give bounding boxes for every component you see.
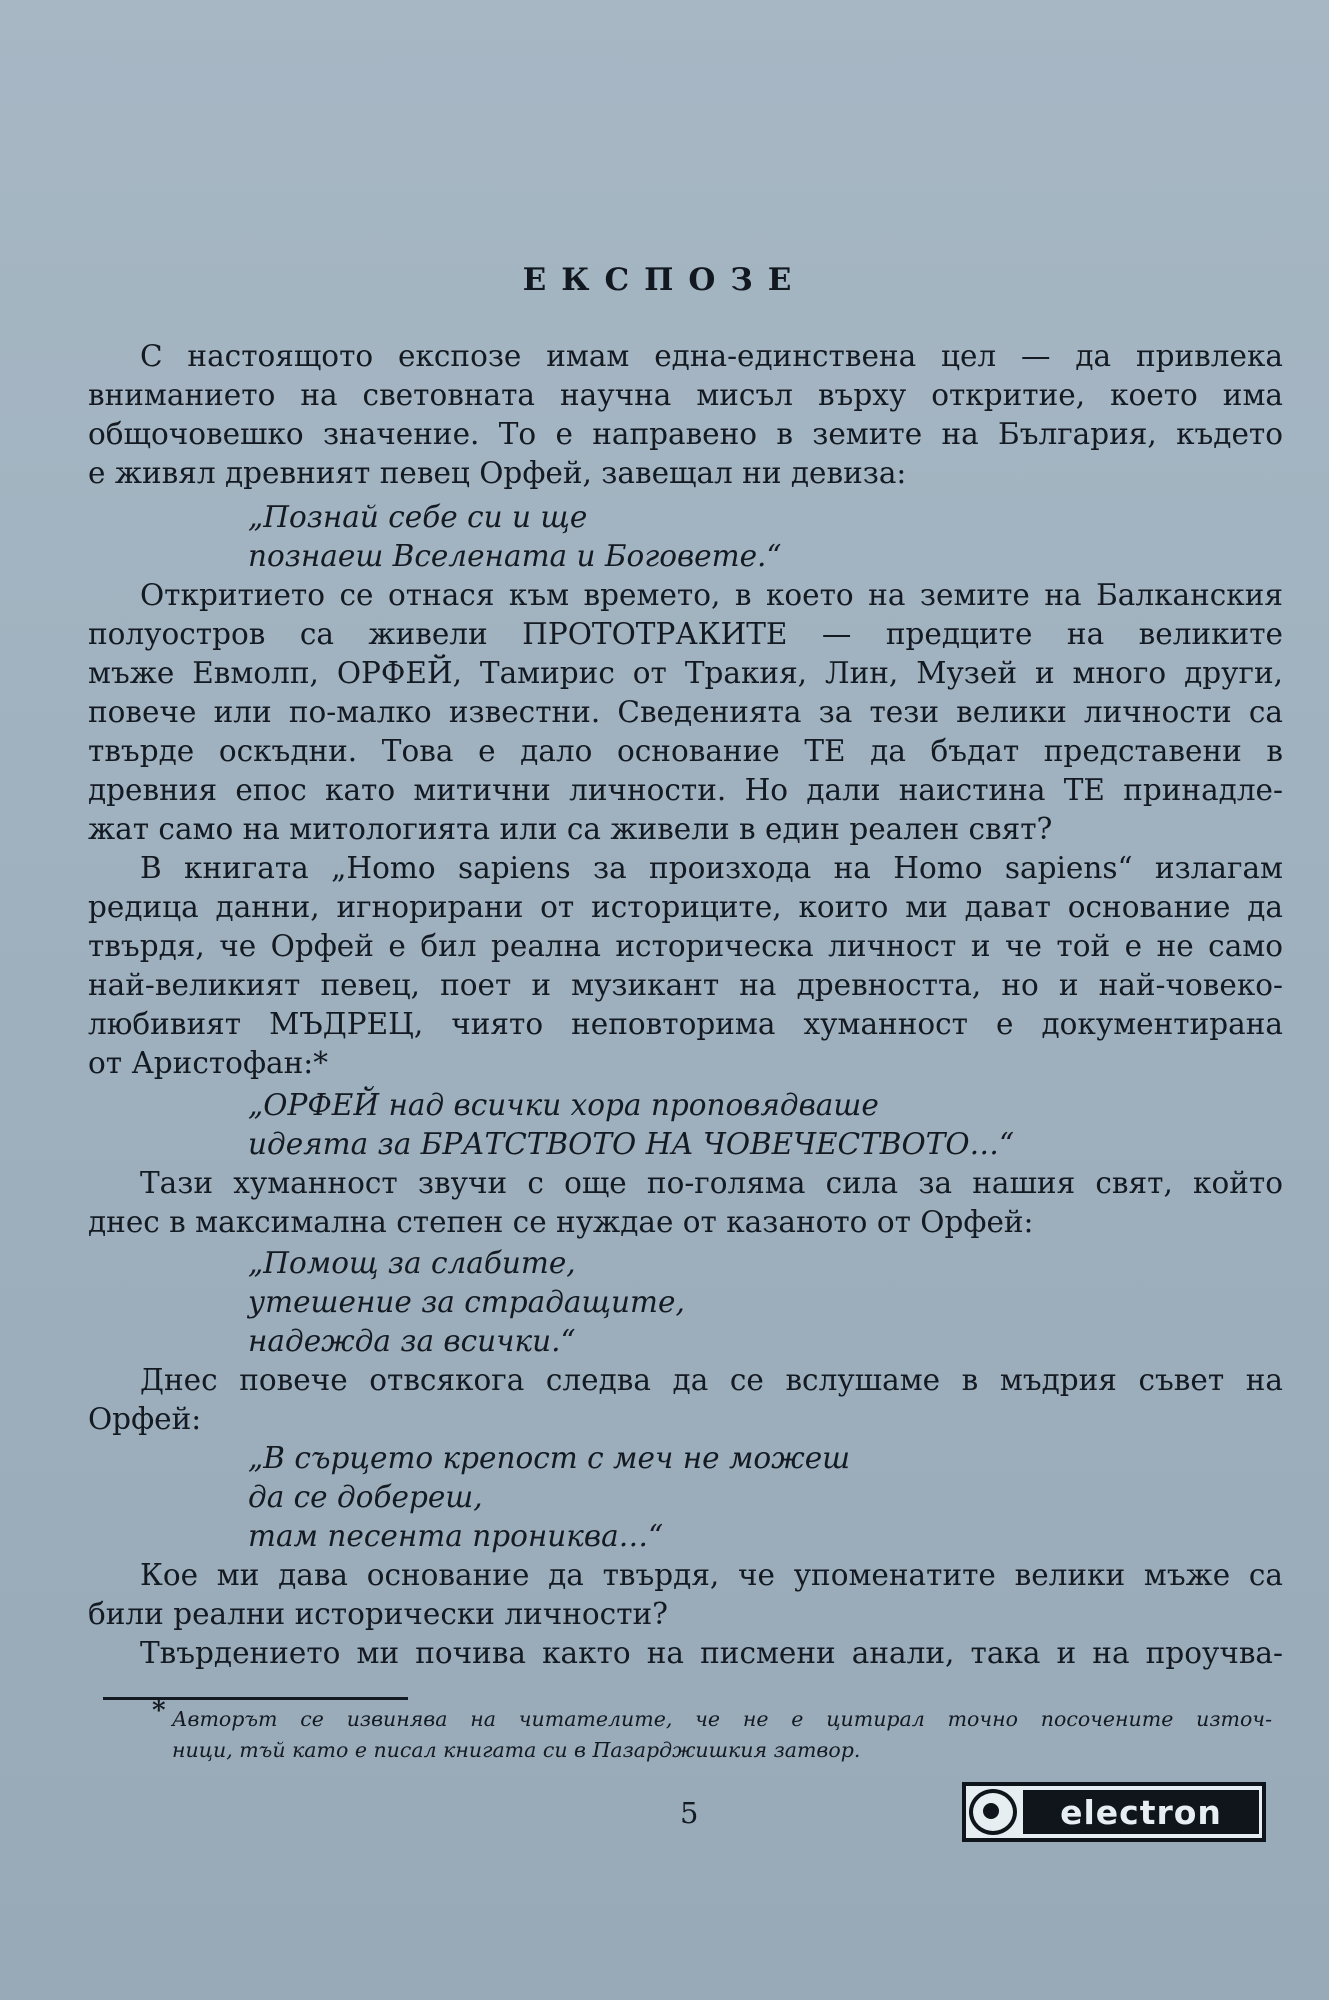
text-line: вниманието на световната научна мисъл върху откритие, което има bbox=[88, 378, 1283, 412]
text-line: били реални исторически личности? bbox=[88, 1597, 668, 1631]
chapter-title: ЕКСПОЗЕ bbox=[522, 262, 807, 298]
text-line: С настоящото експозе имам една-единствена цел — да привлека bbox=[140, 339, 1283, 373]
quote-line: „Познай себе си и ще bbox=[248, 500, 588, 534]
quote-line: там песента прониква…“ bbox=[248, 1519, 664, 1553]
quote-line: идеята за БРАТСТВОТО НА ЧОВЕЧЕСТВОТО…“ bbox=[248, 1127, 1015, 1161]
text-line: повече или по-малко известни. Сведенията за тези велики личности са bbox=[88, 695, 1283, 729]
text-line: жат само на митологията или са живели в един реален свят? bbox=[88, 812, 1053, 846]
footnote-divider bbox=[103, 1697, 408, 1700]
quote-line: утешение за страдащите, bbox=[248, 1285, 685, 1319]
quote-line: „Помощ за слабите, bbox=[248, 1246, 576, 1280]
logo-mark-icon bbox=[969, 1789, 1017, 1835]
logo-text: electron bbox=[1023, 1790, 1259, 1834]
quote-line: „В сърцето крепост с меч не можеш bbox=[248, 1441, 851, 1475]
text-line: В книгата „Homo sapiens за произхода на Homo sapiens“ излагам bbox=[140, 851, 1283, 885]
text-line: Кое ми дава основание да твърдя, че упоменатите велики мъже са bbox=[140, 1558, 1283, 1592]
text-line: полуостров са живели ПРОТОТРАКИТЕ — предците на великите bbox=[88, 617, 1283, 651]
text-line: твърде оскъдни. Това е дало основание ТЕ да бъдат представени в bbox=[88, 734, 1283, 768]
text-line: Днес повече отвсякога следва да се вслушаме в мъдрия съвет на bbox=[140, 1363, 1283, 1397]
text-line: Твърдението ми почива както на писмени анали, така и на проучва- bbox=[140, 1636, 1283, 1670]
text-line: редица данни, игнорирани от историците, които ми дават основание да bbox=[88, 890, 1283, 924]
footnote-line: ници, тъй като е писал книгата си в Пазарджишкия затвор. bbox=[172, 1738, 861, 1762]
page-number: 5 bbox=[680, 1796, 699, 1830]
text-line: мъже Евмолп, ОРФЕЙ, Тамирис от Тракия, Лин, Музей и много други, bbox=[88, 656, 1283, 690]
quote-line: „ОРФЕЙ над всички хора проповядваше bbox=[248, 1088, 879, 1122]
text-line: Откритието се отнася към времето, в което на земите на Балканския bbox=[140, 578, 1283, 612]
quote-line: да се добереш, bbox=[248, 1480, 483, 1514]
text-line: от Аристофан:* bbox=[88, 1046, 328, 1080]
text-line: е живял древният певец Орфей, завещал ни девиза: bbox=[88, 456, 907, 490]
text-line: днес в максимална степен се нуждае от казаното от Орфей: bbox=[88, 1205, 1034, 1239]
footnote-line: Авторът се извинява на читателите, че не е цитирал точно посочените източ- bbox=[172, 1707, 1272, 1731]
footnote-marker: * bbox=[152, 1696, 166, 1726]
text-line: най-великият певец, поет и музикант на древността, но и най-човеко- bbox=[88, 968, 1283, 1002]
text-line: древния епос като митични личности. Но дали наистина ТЕ принадле- bbox=[88, 773, 1283, 807]
text-line: твърдя, че Орфей е бил реална историческа личност и че той е не само bbox=[88, 929, 1283, 963]
quote-line: надежда за всички.“ bbox=[248, 1324, 576, 1358]
text-line: любивият МЪДРЕЦ, чиято неповторима хуманност е документирана bbox=[88, 1007, 1283, 1041]
text-line: Тази хуманност звучи с още по-голяма сила за нашия свят, който bbox=[140, 1166, 1283, 1200]
text-line: Орфей: bbox=[88, 1402, 202, 1436]
publisher-logo bbox=[962, 1782, 1266, 1842]
quote-line: познаеш Вселената и Боговете.“ bbox=[248, 539, 782, 573]
text-line: общочовешко значение. То е направено в земите на България, където bbox=[88, 417, 1283, 451]
